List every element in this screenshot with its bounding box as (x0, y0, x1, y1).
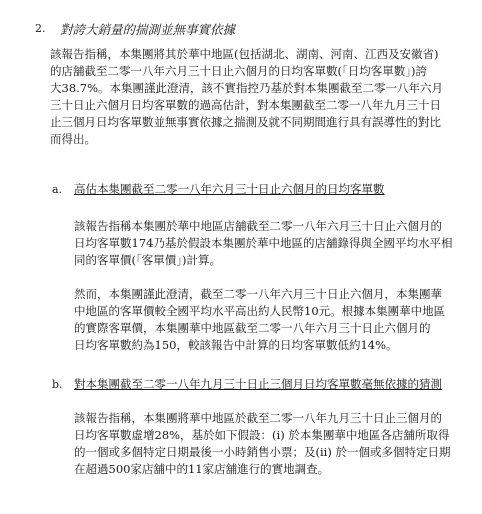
intro-line: 大38.7%。本集團謹此澄清，該不實指控乃基於對本集團截至二零一八年六月 (50, 81, 444, 95)
paragraph-line: 該報告指稱本集團於華中地區店舖截至二零一八年六月三十日止六個月的 (74, 219, 442, 233)
subsection-a-paragraph-1 (74, 218, 474, 269)
paragraph-line: 中地區的客單價較全國平均水平高出約人民幣10元。根據本集團華中地區 (74, 304, 446, 318)
subsection-a-label: a. (52, 183, 63, 196)
subsection-a-paragraph-2 (74, 286, 474, 354)
paragraph-line: 然而，本集團謹此澄清，截至二零一八年六月三十日止六個月，本集團華 (74, 287, 442, 301)
paragraph-line: 的實際客單價，本集團華中地區截至二零一八年六月三十日止六個月的 (74, 321, 431, 335)
subsection-a-title: 高估本集團截至二零一八年六月三十日止六個月的日均客單數 (74, 182, 385, 196)
subsection-b-title: 對本集團截至二零一八年九月三十日止三個月日均客單數毫無依據的猜測 (74, 377, 442, 391)
intro-line: 該報告指稱，本集團將其於華中地區(包括湖北、湖南、河南、江西及安徽省) (50, 47, 439, 61)
section-title: 對誇大銷量的揣測並無事實依據 (60, 22, 236, 37)
subsection-b-label: b. (52, 378, 63, 391)
intro-line: 而得出。 (50, 132, 96, 146)
subsection-b-paragraph-1 (74, 410, 474, 478)
intro-line: 三十日止六個月日均客單數的過高估計，對本集團截至二零一八年九月三十日 (50, 98, 441, 112)
paragraph-line: 的一個或多個特定日期最後一小時銷售小票；及(ii) 於一個或多個特定日期 (74, 445, 451, 459)
paragraph-line: 在超過500家店舖中的11家店舖進行的實地調查。 (74, 462, 330, 476)
paragraph-line: 日均客單數虛增28%，基於如下假設：(i) 於本集團華中地區各店舖所取得 (74, 428, 450, 442)
paragraph-line: 日均客單數174乃基於假設本集團於華中地區的店舖錄得與全國平均水平相 (74, 236, 453, 250)
paragraph-line: 同的客單價(「客單價」)計算。 (74, 253, 221, 267)
section-number: 2. (35, 22, 46, 35)
intro-paragraph (50, 46, 470, 148)
intro-line: 的店舖截至二零一八年六月三十日止六個月的日均客單數(「日均客單數」)誇 (50, 64, 427, 78)
intro-line: 止三個月日均客單數並無事實依據之揣測及就不同期間進行具有誤導性的對比 (50, 115, 441, 129)
paragraph-line: 日均客單數約為150，較該報告中計算的日均客單數低約14%。 (74, 338, 398, 352)
paragraph-line: 該報告指稱，本集團將華中地區於截至二零一八年九月三十日止三個月的 (74, 411, 442, 425)
